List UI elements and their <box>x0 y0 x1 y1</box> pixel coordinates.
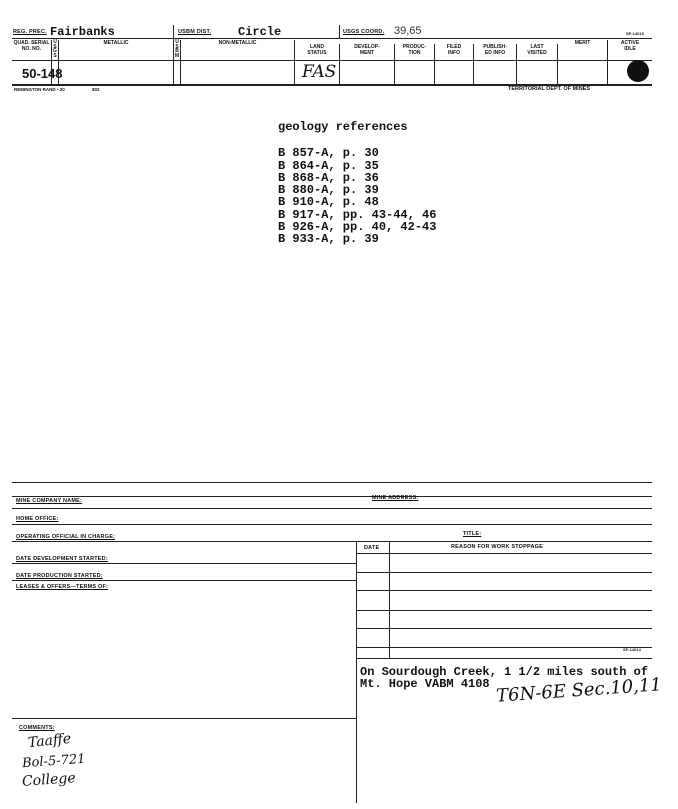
usgs-coord-value: 39,65 <box>394 25 422 37</box>
reference-item: B 910-A, p. 48 <box>278 195 379 210</box>
quad-serial-value: 50-148 <box>22 66 63 81</box>
comment-hand-1: Taaffe <box>27 730 72 752</box>
footer-right: TERRITORIAL DEPT. OF MINES <box>508 86 590 92</box>
leases-offers-label: LEASES & OFFERS—TERMS OF: <box>16 584 109 590</box>
date-production-started-label: DATE PRODUCTION STARTED: <box>16 573 103 579</box>
reg-prec-value: Fairbanks <box>50 25 115 39</box>
col-development: DEVELOP- MENT <box>340 44 395 60</box>
location-line-2: Mt. Hope VABM 4108 <box>360 677 490 692</box>
col-production: PRODUC- TION <box>395 44 435 60</box>
col-last-visited: LAST VISITED <box>517 44 558 60</box>
date-development-started-label: DATE DEVELOPMENT STARTED: <box>16 556 108 562</box>
col-usgs: U S G S <box>52 40 59 60</box>
comments-label: COMMENTS: <box>19 725 55 731</box>
reference-item: B 933-A, p. 39 <box>278 232 379 247</box>
reference-item: B 857-A, p. 30 <box>278 146 379 161</box>
reference-item: B 864-A, p. 35 <box>278 158 379 173</box>
reference-item: B 926-A, pp. 40, 42-43 <box>278 220 437 235</box>
col-land-status: LAND STATUS <box>295 44 340 60</box>
usbm-dist-value: Circle <box>238 25 282 39</box>
col-usbm: U S B M <box>174 39 180 59</box>
reg-prec-label: REG. PREC. <box>13 29 47 35</box>
back-form-code: SP-14014 <box>623 647 641 652</box>
home-office-label: HOME OFFICE: <box>16 516 59 522</box>
punch-hole-mark <box>627 60 649 82</box>
col-metallic: METALLIC <box>59 40 174 60</box>
footer-left: REMINGTON RAND • 20 <box>14 87 65 92</box>
mine-address-label: MINE ADDRESS: <box>372 495 419 501</box>
reference-item: B 880-A, p. 39 <box>278 183 379 198</box>
comment-hand-3: College <box>21 770 77 790</box>
reference-item: B 868-A, p. 36 <box>278 170 379 185</box>
location-line-1: On Sourdough Creek, 1 1/2 miles south of <box>360 665 649 679</box>
reference-item: B 917-A, pp. 43-44, 46 <box>278 207 437 222</box>
geology-references <box>278 121 436 246</box>
title-label: TITLE: <box>463 531 482 537</box>
usbm-dist-label: USBM DIST. <box>178 29 212 35</box>
footer-num: 802 <box>92 87 100 92</box>
date-column-header: DATE <box>364 545 380 551</box>
operating-official-label: OPERATING OFFICIAL IN CHARGE: <box>16 534 116 540</box>
location-handwritten: T6N-6E Sec.10,11 <box>495 674 663 707</box>
col-non-metallic: NON-METALLIC <box>181 40 295 60</box>
mine-company-name-label: MINE COMPANY NAME: <box>16 498 83 504</box>
reason-column-header: REASON FOR WORK STOPPAGE <box>451 544 543 550</box>
references-heading: geology references <box>278 120 408 134</box>
col-quad-serial: QUAD. SERIAL NO. NO. <box>12 40 52 60</box>
col-active-idle: ACTIVE IDLE <box>620 40 640 52</box>
comment-hand-2: Bol-5-721 <box>21 751 86 772</box>
form-code: SP-14015 <box>626 31 644 36</box>
land-status-value: FAS <box>302 62 337 82</box>
col-merit: MERIT <box>558 40 608 60</box>
col-filed-info: FILED INFO <box>435 44 474 60</box>
usgs-coord-label: USGS COORD. <box>343 29 385 35</box>
col-published-info: PUBLISH- ED INFO <box>474 44 517 60</box>
